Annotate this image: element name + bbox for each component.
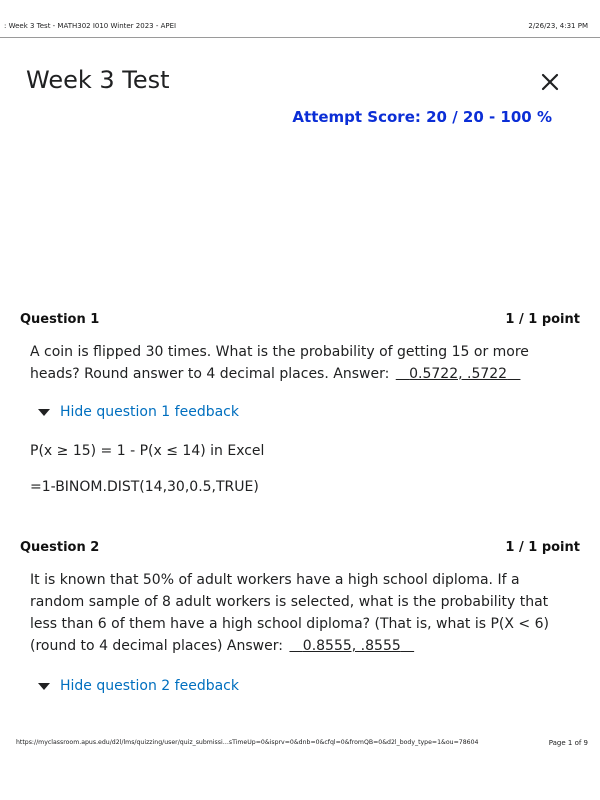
- question-2-label: Question 2: [20, 540, 100, 555]
- print-header-datetime: 2/26/23, 4:31 PM: [528, 22, 588, 30]
- question-1-answer: [394, 366, 523, 382]
- chevron-down-icon: [38, 409, 50, 416]
- question-2-feedback-toggle[interactable]: [38, 676, 239, 696]
- question-1-feedback-toggle-label: Hide question 1 feedback: [60, 404, 239, 420]
- question-2-feedback-toggle-label: Hide question 2 feedback: [60, 678, 239, 694]
- question-1-answer-value: 0.5722, .5722: [409, 366, 508, 382]
- question-1-feedback-toggle[interactable]: [38, 402, 239, 422]
- print-footer-url: https://myclassroom.apus.edu/d2l/lms/quizzing/user/quiz_submissi…sTimeUp=0&isprv=0&dnb=0&cfql=0&fromQB=0&d2l_body_type=1&ou=78604: [16, 739, 479, 746]
- page-title: Week 3 Test: [26, 66, 170, 94]
- question-2-answer-value: 0.8555, .8555: [302, 638, 401, 654]
- question-1-label: Question 1: [20, 312, 100, 327]
- chevron-down-icon: [38, 683, 50, 690]
- question-1-feedback-line-1: P(x ≥ 15) = 1 - P(x ≤ 14) in Excel: [30, 443, 265, 459]
- print-header: [0, 22, 600, 38]
- print-footer: [0, 739, 600, 751]
- question-1-header: [20, 312, 580, 330]
- question-1-points: 1 / 1 point: [505, 312, 580, 327]
- close-button[interactable]: [540, 72, 560, 92]
- question-2-points: 1 / 1 point: [505, 540, 580, 555]
- question-1-feedback-line-2: =1-BINOM.DIST(14,30,0.5,TRUE): [30, 479, 259, 495]
- question-2-header: [20, 540, 580, 558]
- close-icon: [540, 72, 560, 92]
- question-2-text: [30, 569, 570, 657]
- header-divider: [0, 37, 600, 38]
- attempt-score: Attempt Score: 20 / 20 - 100 %: [292, 108, 552, 126]
- question-1-prompt: A coin is flipped 30 times. What is the probability of getting 15 or more heads? Round answer to 4 decimal places. Answer:: [30, 344, 529, 382]
- print-header-title: : Week 3 Test - MATH302 I010 Winter 2023 - APEI: [4, 22, 177, 30]
- print-footer-page: Page 1 of 9: [548, 739, 588, 747]
- question-2-answer: [287, 638, 416, 654]
- question-1-text: [30, 341, 570, 385]
- question-2-prompt: It is known that 50% of adult workers have a high school diploma. If a random sample of 8 adult workers is selected, what is the probability that less than 6 of them have a high school diploma? (That is, what is P(X < 6) (round to 4 decimal places) Answer:: [30, 572, 549, 654]
